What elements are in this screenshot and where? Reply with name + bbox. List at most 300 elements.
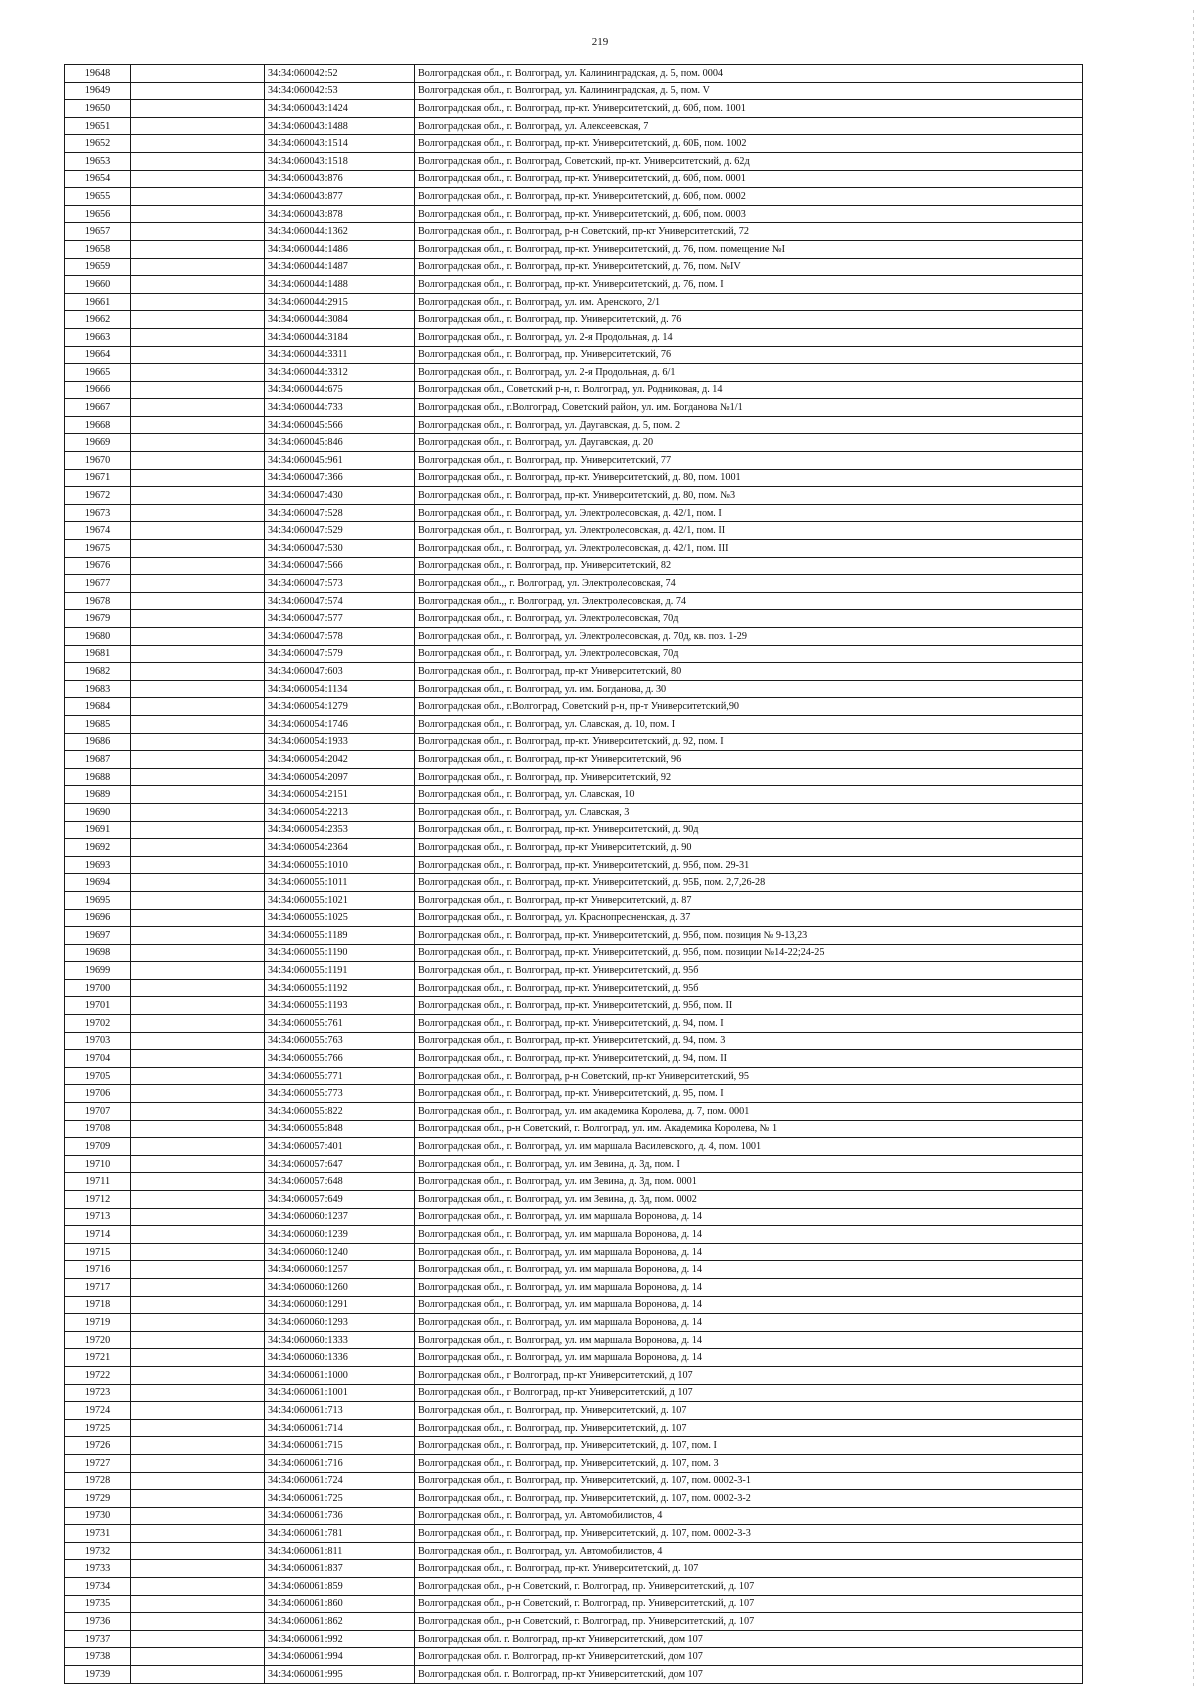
- address: Волгоградская обл., г. Волгоград, ул. им маршала Воронова, д. 14: [415, 1314, 1083, 1332]
- table-row: [65, 1226, 1083, 1244]
- address: Волгоградская обл., г. Волгоград, пр. Университетский, 76: [415, 346, 1083, 364]
- table-row: [65, 927, 1083, 945]
- address: Волгоградская обл., г. Волгоград, пр. Университетский, д. 76: [415, 311, 1083, 329]
- empty-cell: [131, 628, 265, 646]
- empty-cell: [131, 416, 265, 434]
- empty-cell: [131, 240, 265, 258]
- address: Волгоградская обл., г. Волгоград, пр-кт. Университетский, д. 76, пом. помещение №I: [415, 240, 1083, 258]
- row-number: 19693: [65, 856, 131, 874]
- table-row: [65, 909, 1083, 927]
- row-number: 19725: [65, 1419, 131, 1437]
- cadastral-number: 34:34:060042:52: [265, 65, 415, 83]
- empty-cell: [131, 839, 265, 857]
- address: Волгоградская обл.,, г. Волгоград, ул. Электролесовская, 74: [415, 575, 1083, 593]
- address: Волгоградская обл. г. Волгоград, пр-кт Университетский, дом 107: [415, 1630, 1083, 1648]
- cadastral-number: 34:34:060055:1025: [265, 909, 415, 927]
- row-number: 19703: [65, 1032, 131, 1050]
- cadastral-number: 34:34:060044:733: [265, 399, 415, 417]
- table-row: [65, 1261, 1083, 1279]
- empty-cell: [131, 1085, 265, 1103]
- address: Волгоградская обл., г. Волгоград, пр-кт. Университетский, д. 95б: [415, 979, 1083, 997]
- address: Волгоградская обл., г. Волгоград, ул. им маршала Воронова, д. 14: [415, 1261, 1083, 1279]
- row-number: 19699: [65, 962, 131, 980]
- row-number: 19654: [65, 170, 131, 188]
- table-row: [65, 1560, 1083, 1578]
- cadastral-number: 34:34:060043:876: [265, 170, 415, 188]
- empty-cell: [131, 821, 265, 839]
- table-row: [65, 645, 1083, 663]
- row-number: 19709: [65, 1138, 131, 1156]
- address: Волгоградская обл., г. Волгоград, пр-кт. Университетский, д. 95, пом. I: [415, 1085, 1083, 1103]
- cadastral-number: 34:34:060060:1240: [265, 1243, 415, 1261]
- empty-cell: [131, 346, 265, 364]
- address: Волгоградская обл., г. Волгоград, ул. им маршала Василевского, д. 4, пом. 1001: [415, 1138, 1083, 1156]
- cadastral-number: 34:34:060044:1487: [265, 258, 415, 276]
- address: Волгоградская обл., г. Волгоград, пр-кт. Университетский, д. 90д: [415, 821, 1083, 839]
- table-row: [65, 1472, 1083, 1490]
- row-number: 19673: [65, 504, 131, 522]
- row-number: 19721: [65, 1349, 131, 1367]
- table-row: [65, 1349, 1083, 1367]
- cadastral-number: 34:34:060055:763: [265, 1032, 415, 1050]
- row-number: 19710: [65, 1155, 131, 1173]
- address: Волгоградская обл., г Волгоград, пр-кт Университетский, д 107: [415, 1366, 1083, 1384]
- empty-cell: [131, 1155, 265, 1173]
- row-number: 19720: [65, 1331, 131, 1349]
- empty-cell: [131, 1402, 265, 1420]
- cadastral-number: 34:34:060061:713: [265, 1402, 415, 1420]
- empty-cell: [131, 1578, 265, 1596]
- cadastral-number: 34:34:060060:1257: [265, 1261, 415, 1279]
- row-number: 19666: [65, 381, 131, 399]
- cadastral-number: 34:34:060060:1291: [265, 1296, 415, 1314]
- empty-cell: [131, 504, 265, 522]
- row-number: 19688: [65, 768, 131, 786]
- row-number: 19672: [65, 487, 131, 505]
- empty-cell: [131, 487, 265, 505]
- address: Волгоградская обл., г. Волгоград, пр. Университетский, 92: [415, 768, 1083, 786]
- empty-cell: [131, 1191, 265, 1209]
- cadastral-number: 34:34:060054:1279: [265, 698, 415, 716]
- table-row: [65, 698, 1083, 716]
- table-row: [65, 628, 1083, 646]
- row-number: 19662: [65, 311, 131, 329]
- table-row: [65, 1595, 1083, 1613]
- address: Волгоградская обл., г. Волгоград, пр-кт Университетский, 96: [415, 751, 1083, 769]
- row-number: 19665: [65, 364, 131, 382]
- cadastral-number: 34:34:060044:3311: [265, 346, 415, 364]
- row-number: 19713: [65, 1208, 131, 1226]
- registry-table: [64, 64, 1083, 1684]
- empty-cell: [131, 1454, 265, 1472]
- empty-cell: [131, 592, 265, 610]
- empty-cell: [131, 1666, 265, 1684]
- address: Волгоградская обл., г. Волгоград, пр-кт. Университетский, д. 76, пом. №IV: [415, 258, 1083, 276]
- address: Волгоградская обл., г. Волгоград, пр. Университетский, д. 107: [415, 1402, 1083, 1420]
- row-number: 19698: [65, 944, 131, 962]
- table-row: [65, 1120, 1083, 1138]
- empty-cell: [131, 1103, 265, 1121]
- cadastral-number: 34:34:060061:724: [265, 1472, 415, 1490]
- row-number: 19729: [65, 1490, 131, 1508]
- empty-cell: [131, 1032, 265, 1050]
- address: Волгоградская обл., г. Волгоград, ул. им маршала Воронова, д. 14: [415, 1208, 1083, 1226]
- address: Волгоградская обл., г. Волгоград, ул. Автомобилистов, 4: [415, 1507, 1083, 1525]
- row-number: 19667: [65, 399, 131, 417]
- address: Волгоградская обл., г. Волгоград, пр-кт Университетский, д. 90: [415, 839, 1083, 857]
- empty-cell: [131, 575, 265, 593]
- address: Волгоградская обл., г. Волгоград, р-н Советский, пр-кт Университетский, 72: [415, 223, 1083, 241]
- row-number: 19670: [65, 452, 131, 470]
- address: Волгоградская обл., г. Волгоград, ул. Славская, 10: [415, 786, 1083, 804]
- table-row: [65, 223, 1083, 241]
- row-number: 19733: [65, 1560, 131, 1578]
- cadastral-number: 34:34:060047:366: [265, 469, 415, 487]
- address: Волгоградская обл., г. Волгоград, пр-кт. Университетский, д. 80, пом. №3: [415, 487, 1083, 505]
- address: Волгоградская обл., г. Волгоград, пр. Университетский, 82: [415, 557, 1083, 575]
- address: Волгоградская обл., г. Волгоград, ул. Электролесовская, д. 42/1, пом. II: [415, 522, 1083, 540]
- table-row: [65, 346, 1083, 364]
- address: Волгоградская обл. г. Волгоград, пр-кт Университетский, дом 107: [415, 1648, 1083, 1666]
- table-row: [65, 1085, 1083, 1103]
- address: Волгоградская обл., г Волгоград, пр-кт Университетский, д 107: [415, 1384, 1083, 1402]
- address: Волгоградская обл., г. Волгоград, ул. Электролесовская, д. 42/1, пом. I: [415, 504, 1083, 522]
- cadastral-number: 34:34:060047:603: [265, 663, 415, 681]
- table-row: [65, 1050, 1083, 1068]
- row-number: 19726: [65, 1437, 131, 1455]
- table-row: [65, 416, 1083, 434]
- address: Волгоградская обл., р-н Советский, г. Волгоград, пр. Университетский, д. 107: [415, 1613, 1083, 1631]
- address: Волгоградская обл., г. Волгоград, пр-кт. Университетский, д. 60б, пом. 0002: [415, 188, 1083, 206]
- cadastral-number: 34:34:060061:860: [265, 1595, 415, 1613]
- empty-cell: [131, 434, 265, 452]
- scan-edge-line: [1193, 10, 1194, 1690]
- table-row: [65, 434, 1083, 452]
- cadastral-number: 34:34:060047:578: [265, 628, 415, 646]
- cadastral-number: 34:34:060061:781: [265, 1525, 415, 1543]
- table-row: [65, 452, 1083, 470]
- table-row: [65, 152, 1083, 170]
- cadastral-number: 34:34:060057:648: [265, 1173, 415, 1191]
- empty-cell: [131, 152, 265, 170]
- table-row: [65, 1366, 1083, 1384]
- table-row: [65, 1630, 1083, 1648]
- row-number: 19664: [65, 346, 131, 364]
- cadastral-number: 34:34:060055:1011: [265, 874, 415, 892]
- cadastral-number: 34:34:060061:1000: [265, 1366, 415, 1384]
- cadastral-number: 34:34:060060:1333: [265, 1331, 415, 1349]
- table-row: [65, 540, 1083, 558]
- row-number: 19723: [65, 1384, 131, 1402]
- row-number: 19695: [65, 891, 131, 909]
- row-number: 19653: [65, 152, 131, 170]
- cadastral-number: 34:34:060055:1021: [265, 891, 415, 909]
- registry-table-body: [65, 65, 1083, 1684]
- cadastral-number: 34:34:060057:649: [265, 1191, 415, 1209]
- cadastral-number: 34:34:060047:573: [265, 575, 415, 593]
- empty-cell: [131, 1648, 265, 1666]
- row-number: 19717: [65, 1278, 131, 1296]
- row-number: 19737: [65, 1630, 131, 1648]
- row-number: 19651: [65, 117, 131, 135]
- table-row: [65, 1578, 1083, 1596]
- empty-cell: [131, 1067, 265, 1085]
- row-number: 19678: [65, 592, 131, 610]
- cadastral-number: 34:34:060045:566: [265, 416, 415, 434]
- empty-cell: [131, 1050, 265, 1068]
- table-row: [65, 188, 1083, 206]
- row-number: 19649: [65, 82, 131, 100]
- table-row: [65, 276, 1083, 294]
- table-row: [65, 997, 1083, 1015]
- cadastral-number: 34:34:060055:1010: [265, 856, 415, 874]
- table-row: [65, 557, 1083, 575]
- row-number: 19683: [65, 680, 131, 698]
- cadastral-number: 34:34:060054:1746: [265, 715, 415, 733]
- table-row: [65, 663, 1083, 681]
- empty-cell: [131, 1331, 265, 1349]
- row-number: 19674: [65, 522, 131, 540]
- cadastral-number: 34:34:060042:53: [265, 82, 415, 100]
- table-row: [65, 205, 1083, 223]
- table-row: [65, 293, 1083, 311]
- row-number: 19689: [65, 786, 131, 804]
- cadastral-number: 34:34:060055:848: [265, 1120, 415, 1138]
- cadastral-number: 34:34:060061:715: [265, 1437, 415, 1455]
- row-number: 19692: [65, 839, 131, 857]
- table-row: [65, 1542, 1083, 1560]
- empty-cell: [131, 135, 265, 153]
- table-row: [65, 1454, 1083, 1472]
- row-number: 19663: [65, 328, 131, 346]
- table-row: [65, 258, 1083, 276]
- empty-cell: [131, 469, 265, 487]
- empty-cell: [131, 1226, 265, 1244]
- address: Волгоградская обл., г. Волгоград, ул. им маршала Воронова, д. 14: [415, 1278, 1083, 1296]
- cadastral-number: 34:34:060044:3184: [265, 328, 415, 346]
- address: Волгоградская обл., г. Волгоград, пр-кт. Университетский, д. 95б, пом. 29-31: [415, 856, 1083, 874]
- address: Волгоградская обл., г. Волгоград, пр-кт. Университетский, д. 60Б, пом. 1002: [415, 135, 1083, 153]
- row-number: 19734: [65, 1578, 131, 1596]
- row-number: 19668: [65, 416, 131, 434]
- row-number: 19685: [65, 715, 131, 733]
- cadastral-number: 34:34:060047:566: [265, 557, 415, 575]
- address: Волгоградская обл., Советский р-н, г. Волгоград, ул. Родниковая, д. 14: [415, 381, 1083, 399]
- address: Волгоградская обл.,, г. Волгоград, ул. Электролесовская, д. 74: [415, 592, 1083, 610]
- address: Волгоградская обл., г. Волгоград, ул. им маршала Воронова, д. 14: [415, 1226, 1083, 1244]
- address: Волгоградская обл., г. Волгоград, ул. 2-я Продольная, д. 6/1: [415, 364, 1083, 382]
- empty-cell: [131, 1595, 265, 1613]
- address: Волгоградская обл., г. Волгоград, ул. им академика Королева, д. 7, пом. 0001: [415, 1103, 1083, 1121]
- row-number: 19705: [65, 1067, 131, 1085]
- table-row: [65, 751, 1083, 769]
- row-number: 19730: [65, 1507, 131, 1525]
- table-row: [65, 311, 1083, 329]
- table-row: [65, 610, 1083, 628]
- row-number: 19691: [65, 821, 131, 839]
- empty-cell: [131, 768, 265, 786]
- cadastral-number: 34:34:060044:1362: [265, 223, 415, 241]
- empty-cell: [131, 1173, 265, 1191]
- cadastral-number: 34:34:060055:761: [265, 1015, 415, 1033]
- address: Волгоградская обл., г. Волгоград, ул. Даугавская, д. 5, пом. 2: [415, 416, 1083, 434]
- row-number: 19715: [65, 1243, 131, 1261]
- empty-cell: [131, 1138, 265, 1156]
- empty-cell: [131, 1507, 265, 1525]
- table-row: [65, 575, 1083, 593]
- address: Волгоградская обл., г. Волгоград, пр. Университетский, д. 107: [415, 1419, 1083, 1437]
- table-row: [65, 328, 1083, 346]
- row-number: 19655: [65, 188, 131, 206]
- row-number: 19679: [65, 610, 131, 628]
- row-number: 19735: [65, 1595, 131, 1613]
- address: Волгоградская обл., г. Волгоград, пр-кт. Университетский, д. 60б, пом. 1001: [415, 100, 1083, 118]
- row-number: 19711: [65, 1173, 131, 1191]
- row-number: 19731: [65, 1525, 131, 1543]
- cadastral-number: 34:34:060055:773: [265, 1085, 415, 1103]
- row-number: 19738: [65, 1648, 131, 1666]
- row-number: 19716: [65, 1261, 131, 1279]
- cadastral-number: 34:34:060055:766: [265, 1050, 415, 1068]
- row-number: 19675: [65, 540, 131, 558]
- page-number: 219: [591, 36, 609, 48]
- empty-cell: [131, 399, 265, 417]
- empty-cell: [131, 311, 265, 329]
- row-number: 19686: [65, 733, 131, 751]
- empty-cell: [131, 1613, 265, 1631]
- empty-cell: [131, 1015, 265, 1033]
- address: Волгоградская обл., г. Волгоград, ул. Славская, д. 10, пом. I: [415, 715, 1083, 733]
- row-number: 19712: [65, 1191, 131, 1209]
- table-row: [65, 1666, 1083, 1684]
- cadastral-number: 34:34:060060:1336: [265, 1349, 415, 1367]
- address: Волгоградская обл., г. Волгоград, пр. Университетский, 77: [415, 452, 1083, 470]
- empty-cell: [131, 1278, 265, 1296]
- empty-cell: [131, 170, 265, 188]
- table-row: [65, 381, 1083, 399]
- address: Волгоградская обл., г. Волгоград, пр-кт. Университетский, д. 94, пом. II: [415, 1050, 1083, 1068]
- row-number: 19707: [65, 1103, 131, 1121]
- table-row: [65, 821, 1083, 839]
- cadastral-number: 34:34:060043:1424: [265, 100, 415, 118]
- empty-cell: [131, 680, 265, 698]
- empty-cell: [131, 698, 265, 716]
- empty-cell: [131, 1314, 265, 1332]
- table-row: [65, 592, 1083, 610]
- empty-cell: [131, 1472, 265, 1490]
- address: Волгоградская обл., г. Волгоград, ул. им маршала Воронова, д. 14: [415, 1331, 1083, 1349]
- cadastral-number: 34:34:060044:2915: [265, 293, 415, 311]
- cadastral-number: 34:34:060054:2353: [265, 821, 415, 839]
- cadastral-number: 34:34:060054:2042: [265, 751, 415, 769]
- cadastral-number: 34:34:060061:994: [265, 1648, 415, 1666]
- empty-cell: [131, 1419, 265, 1437]
- empty-cell: [131, 1630, 265, 1648]
- address: Волгоградская обл., г. Волгоград, пр-кт. Университетский, д. 107: [415, 1560, 1083, 1578]
- table-row: [65, 803, 1083, 821]
- row-number: 19657: [65, 223, 131, 241]
- address: Волгоградская обл., р-н Советский, г. Волгоград, пр. Университетский, д. 107: [415, 1578, 1083, 1596]
- cadastral-number: 34:34:060045:961: [265, 452, 415, 470]
- empty-cell: [131, 452, 265, 470]
- table-row: [65, 733, 1083, 751]
- table-row: [65, 680, 1083, 698]
- cadastral-number: 34:34:060047:577: [265, 610, 415, 628]
- table-row: [65, 1173, 1083, 1191]
- table-row: [65, 1191, 1083, 1209]
- table-row: [65, 1613, 1083, 1631]
- cadastral-number: 34:34:060047:574: [265, 592, 415, 610]
- table-row: [65, 1384, 1083, 1402]
- address: Волгоградская обл., г. Волгоград, пр-кт. Университетский, д. 95б, пом. позиция № 9-13,23: [415, 927, 1083, 945]
- address: Волгоградская обл., г. Волгоград, пр-кт. Университетский, д. 80, пом. 1001: [415, 469, 1083, 487]
- empty-cell: [131, 1437, 265, 1455]
- table-row: [65, 487, 1083, 505]
- cadastral-number: 34:34:060055:822: [265, 1103, 415, 1121]
- table-row: [65, 1507, 1083, 1525]
- table-row: [65, 469, 1083, 487]
- address: Волгоградская обл., г. Волгоград, пр-кт. Университетский, д. 95б: [415, 962, 1083, 980]
- cadastral-number: 34:34:060044:3084: [265, 311, 415, 329]
- cadastral-number: 34:34:060043:1518: [265, 152, 415, 170]
- cadastral-number: 34:34:060047:530: [265, 540, 415, 558]
- table-row: [65, 240, 1083, 258]
- table-row: [65, 1402, 1083, 1420]
- address: Волгоградская обл., г. Волгоград, ул. им Зевина, д. 3д, пом. 0001: [415, 1173, 1083, 1191]
- empty-cell: [131, 786, 265, 804]
- empty-cell: [131, 100, 265, 118]
- table-row: [65, 874, 1083, 892]
- cadastral-number: 34:34:060043:1488: [265, 117, 415, 135]
- row-number: 19696: [65, 909, 131, 927]
- address: Волгоградская обл., г. Волгоград, ул. Калининградская, д. 5, пом. 0004: [415, 65, 1083, 83]
- empty-cell: [131, 803, 265, 821]
- table-row: [65, 856, 1083, 874]
- empty-cell: [131, 856, 265, 874]
- row-number: 19732: [65, 1542, 131, 1560]
- empty-cell: [131, 891, 265, 909]
- empty-cell: [131, 927, 265, 945]
- cadastral-number: 34:34:060055:771: [265, 1067, 415, 1085]
- row-number: 19669: [65, 434, 131, 452]
- empty-cell: [131, 293, 265, 311]
- empty-cell: [131, 205, 265, 223]
- row-number: 19690: [65, 803, 131, 821]
- address: Волгоградская обл., г. Волгоград, ул. им Зевина, д. 3д, пом. I: [415, 1155, 1083, 1173]
- empty-cell: [131, 979, 265, 997]
- table-row: [65, 1314, 1083, 1332]
- empty-cell: [131, 557, 265, 575]
- cadastral-number: 34:34:060054:2213: [265, 803, 415, 821]
- cadastral-number: 34:34:060047:579: [265, 645, 415, 663]
- row-number: 19718: [65, 1296, 131, 1314]
- table-row: [65, 1243, 1083, 1261]
- address: Волгоградская обл., г. Волгоград, ул. Электролесовская, 70д: [415, 645, 1083, 663]
- cadastral-number: 34:34:060061:837: [265, 1560, 415, 1578]
- row-number: 19701: [65, 997, 131, 1015]
- row-number: 19680: [65, 628, 131, 646]
- empty-cell: [131, 1490, 265, 1508]
- cadastral-number: 34:34:060060:1260: [265, 1278, 415, 1296]
- address: Волгоградская обл., г. Волгоград, ул. им Зевина, д. 3д, пом. 0002: [415, 1191, 1083, 1209]
- row-number: 19708: [65, 1120, 131, 1138]
- cadastral-number: 34:34:060054:2151: [265, 786, 415, 804]
- table-row: [65, 1490, 1083, 1508]
- cadastral-number: 34:34:060061:736: [265, 1507, 415, 1525]
- empty-cell: [131, 188, 265, 206]
- address: Волгоградская обл., г. Волгоград, пр-кт. Университетский, д. 95Б, пом. 2,7,26-28: [415, 874, 1083, 892]
- table-row: [65, 715, 1083, 733]
